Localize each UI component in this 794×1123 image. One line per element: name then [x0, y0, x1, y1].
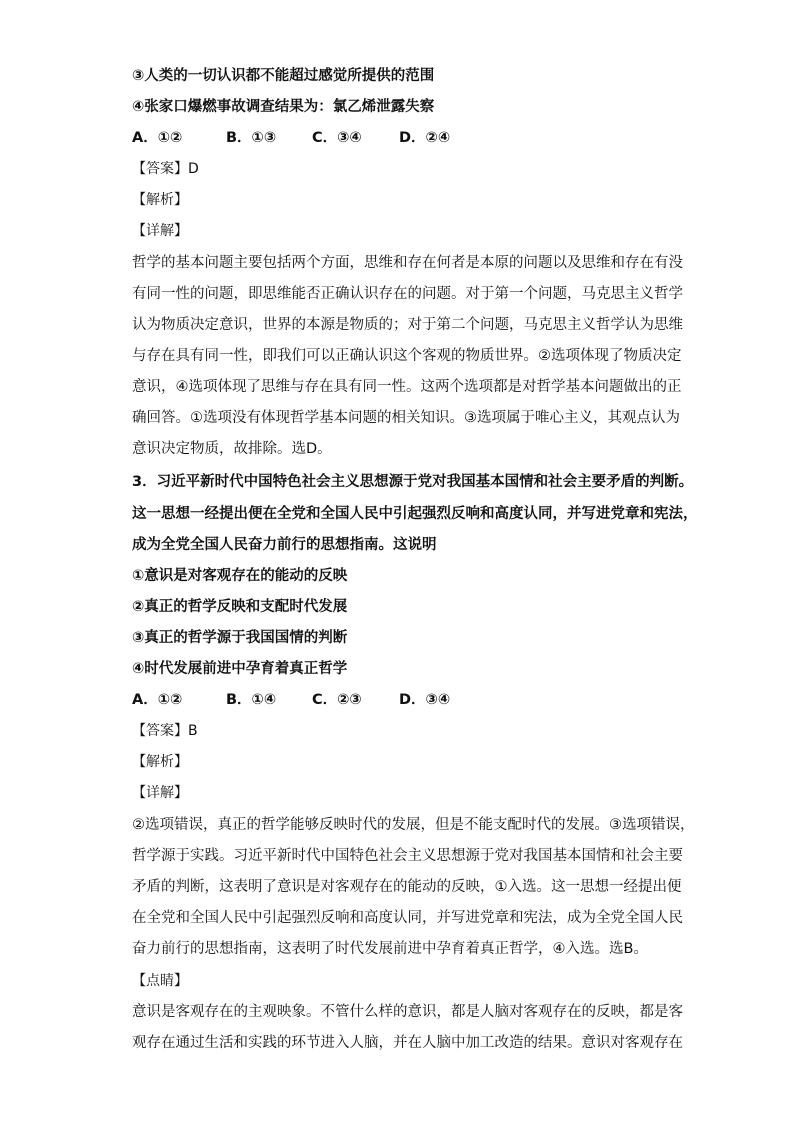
answer-label: 【答案】D — [132, 161, 199, 177]
q3-option-3: ③真正的哲学源于我国国情的判断 — [132, 630, 348, 646]
explanation-line: 确回答。①选项没有体现哲学基本问题的相关知识。③选项属于唯心主义，其观点认为 — [132, 410, 680, 426]
explanation-line: 矛盾的判断，这表明了意识是对客观存在的能动的反映，①入选。这一思想一经提出便 — [132, 879, 682, 895]
answer-label: 【答案】B — [132, 723, 198, 739]
explanation-line: 与存在具有同一性，即我们可以正确认识这个客观的物质世界。②选项体现了物质决定 — [132, 348, 682, 364]
q3-choice-c: C．②③ — [312, 692, 362, 708]
q2-option-3: ③人类的一切认识都不能超过感觉所提供的范围 — [132, 68, 435, 84]
q3-option-2: ②真正的哲学反映和支配时代发展 — [132, 599, 348, 615]
explanation-line: 哲学源于实践。习近平新时代中国特色社会主义思想源于党对我国基本国情和社会主要 — [132, 848, 683, 864]
q3-choice-a: A．①② — [132, 692, 183, 708]
detail-label: 【详解】 — [132, 785, 188, 801]
q3-stem-line: 这一思想一经提出便在全党和全国人民中引起强烈反响和高度认同，并写进党章和宪法， — [132, 506, 698, 522]
detail-label: 【详解】 — [132, 223, 188, 239]
q2-choice-b: B．①③ — [226, 130, 277, 146]
q3-option-1: ①意识是对客观存在的能动的反映 — [132, 568, 348, 584]
q3-option-4: ④时代发展前进中孕育着真正哲学 — [132, 661, 348, 677]
explanation-line: 有同一性的问题，即思维能否正确认识存在的问题。对于第一个问题，马克思主义哲学 — [132, 286, 683, 302]
q2-choices — [132, 128, 450, 148]
q2-option-4: ④张家口爆燃事故调查结果为：氯乙烯泄露失察 — [132, 99, 435, 115]
explanation-line: 奋力前行的思想指南，这表明了时代发展前进中孕育着真正哲学，④入选。选B。 — [132, 941, 648, 957]
q3-stem-line: 成为全党全国人民奋力前行的思想指南。这说明 — [132, 537, 437, 553]
q2-choice-d: D．②④ — [399, 130, 451, 146]
explanation-line: 认为物质决定意识，世界的本源是物质的；对于第二个问题，马克思主义哲学认为思维 — [132, 317, 683, 333]
explanation-line: 意识，④选项体现了思维与存在具有同一性。这两个选项都是对哲学基本问题做出的正 — [132, 379, 682, 395]
q3-choice-b: B．①④ — [226, 692, 277, 708]
q2-choice-c: C．③④ — [312, 130, 362, 146]
analysis-label: 【解析】 — [132, 192, 188, 208]
explanation-line: 意识决定物质，故排除。选D。 — [132, 441, 332, 457]
explanation-line: ②选项错误，真正的哲学能够反映时代的发展，但是不能支配时代的发展。③选项错误， — [132, 817, 695, 833]
q3-choice-d: D．③④ — [399, 692, 451, 708]
key-point-line: 观存在通过生活和实践的环节进入人脑，并在人脑中加工改造的结果。意识对客观存在 — [132, 1035, 683, 1051]
q2-choice-a: A．①② — [132, 130, 183, 146]
explanation-line: 在全党和全国人民中引起强烈反响和高度认同，并写进党章和宪法，成为全党全国人民 — [132, 910, 683, 926]
key-point-label: 【点睛】 — [132, 973, 188, 989]
key-point-line: 意识是客观存在的主观映象。不管什么样的意识，都是人脑对客观存在的反映，都是客 — [132, 1004, 683, 1020]
analysis-label: 【解析】 — [132, 754, 188, 770]
q3-choices — [132, 690, 450, 710]
q3-stem-line: 3．习近平新时代中国特色社会主义思想源于党对我国基本国情和社会主要矛盾的判断。 — [132, 474, 694, 490]
explanation-line: 哲学的基本问题主要包括两个方面，思维和存在何者是本原的问题以及思维和存在有没 — [132, 255, 683, 271]
